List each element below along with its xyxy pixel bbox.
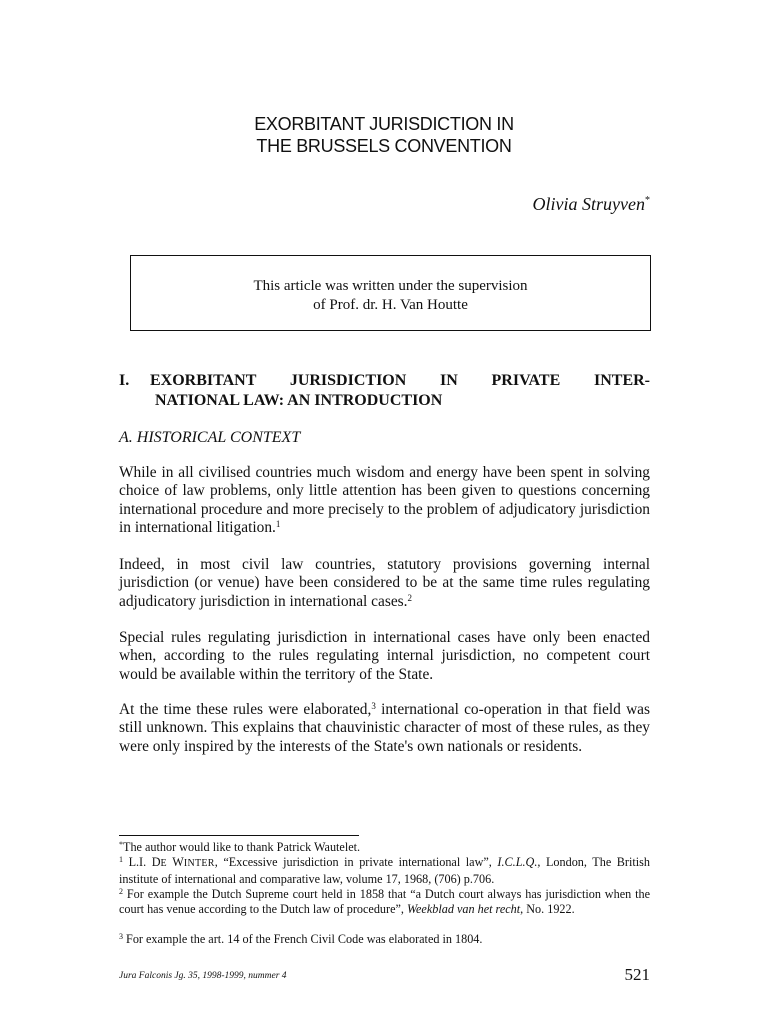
footnote-separator xyxy=(119,835,359,836)
author-footnote-mark: * xyxy=(645,195,650,206)
footnote-ref-3: 3 xyxy=(371,701,376,711)
footnote-ref-2: 2 xyxy=(407,592,412,603)
supervision-line-2: of Prof. dr. H. Van Houtte xyxy=(313,297,468,313)
footnote-1: $^1$ L.I. DE WINTER, “Excessive jurisdiction in private international law”, I.C.L.Q., London, The British institute of international and comparative law, volume 17, 1968, (706) p.706. xyxy=(119,855,650,886)
subheading-historical-context: A. HISTORICAL CONTEXT xyxy=(119,429,301,446)
footnote-3: $^3$ For example the art. 14 of the French Civil Code was elaborated in 1804. xyxy=(119,932,483,946)
section-heading xyxy=(119,371,650,411)
footnote-ref-1: 1 xyxy=(275,518,281,529)
supervision-box xyxy=(130,255,651,331)
footnote-star: *The author would like to thank Patrick Wautelet. xyxy=(119,840,361,854)
paragraph-1: While in all civilised countries much wisdom and energy have been spent in solving choice of law problems, only little attention has been given to questions concerning international procedure and more precisely to the problem of adjudicatory jurisdiction in international litigation.$^1$ xyxy=(119,464,650,536)
article-title-line-2: THE BRUSSELS CONVENTION xyxy=(256,136,512,156)
author-name: Olivia Struyven* xyxy=(532,194,650,214)
paragraph-2: Indeed, in most civil law countries, statutory provisions governing internal jurisdiction (or venue) have been considered to be at the same time rules regulating adjudicatory jurisdiction in international cases.$^2$ xyxy=(119,556,650,610)
section-title-line-2: NATIONAL LAW: AN INTRODUCTION xyxy=(155,392,443,409)
page-number: 521 xyxy=(624,965,650,984)
paragraph-4: At the time these rules were elaborated,$^3$ international co-operation in that field was still unknown. This explains that chauvinistic character of most of these rules, as they were only inspired by the interests of the State's own nationals or residents. xyxy=(119,701,650,755)
footnote-2: $^2$ For example the Dutch Supreme court held in 1858 that “a Dutch court always has jurisdiction when the court has venue according to the Dutch law of procedure”, Weekblad van het recht, No. 1922. xyxy=(119,887,650,916)
paragraph-3: Special rules regulating jurisdiction in international cases have only been enacted when, according to the rules regulating internal jurisdiction, no competent court would be available within the territory of the State. xyxy=(119,629,650,683)
footnote-1-journal: I.C.L.Q., xyxy=(497,855,541,869)
supervision-line-1: This article was written under the supervision xyxy=(253,278,528,294)
footnote-2-journal: Weekblad van het recht xyxy=(406,901,521,916)
journal-citation: Jura Falconis Jg. 35, 1998-1999, nummer 4 xyxy=(119,971,287,981)
article-title-line-1: EXORBITANT JURISDICTION IN xyxy=(254,114,514,134)
section-title-line-1: EXORBITANT JURISDICTION IN PRIVATE INTER- xyxy=(150,372,650,389)
section-number: I. xyxy=(119,372,130,389)
